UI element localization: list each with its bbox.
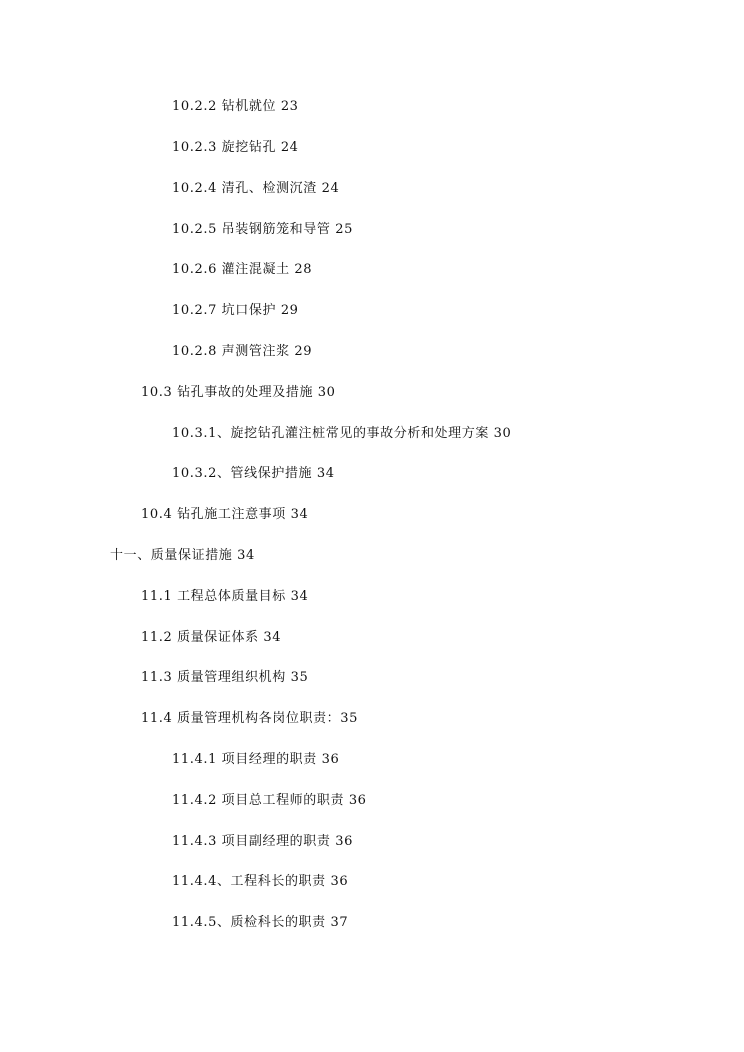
toc-entry-10-3[interactable]: 10.3 钻孔事故的处理及措施 30: [141, 385, 336, 400]
toc-entry-11-2[interactable]: 11.2 质量保证体系 34: [141, 630, 282, 645]
toc-entry-11[interactable]: 十一、质量保证措施 34: [110, 548, 255, 563]
toc-entry-11-4[interactable]: 11.4 质量管理机构各岗位职责：35: [141, 711, 359, 726]
toc-entry-11-1[interactable]: 11.1 工程总体质量目标 34: [141, 589, 309, 604]
toc-entry-10-2-6[interactable]: 10.2.6 灌注混凝土 28: [172, 262, 313, 277]
toc-entry-10-2-8[interactable]: 10.2.8 声测管注浆 29: [172, 344, 313, 359]
toc-entry-10-3-2[interactable]: 10.3.2、管线保护措施 34: [172, 466, 335, 481]
toc-entry-10-2-3[interactable]: 10.2.3 旋挖钻孔 24: [172, 140, 299, 155]
toc-entry-10-4[interactable]: 10.4 钻孔施工注意事项 34: [141, 507, 309, 522]
toc-entry-11-4-3[interactable]: 11.4.3 项目副经理的职责 36: [172, 834, 353, 849]
toc-entry-11-4-2[interactable]: 11.4.2 项目总工程师的职责 36: [172, 793, 367, 808]
toc-entry-11-4-4[interactable]: 11.4.4、工程科长的职责 36: [172, 874, 349, 889]
toc-entry-11-4-1[interactable]: 11.4.1 项目经理的职责 36: [172, 752, 340, 767]
toc-entry-11-4-5[interactable]: 11.4.5、质检科长的职责 37: [172, 915, 349, 930]
toc-entry-10-3-1[interactable]: 10.3.1、旋挖钻孔灌注桩常见的事故分析和处理方案 30: [172, 426, 512, 441]
toc-entry-11-3[interactable]: 11.3 质量管理组织机构 35: [141, 670, 309, 685]
toc-entry-10-2-2[interactable]: 10.2.2 钻机就位 23: [172, 99, 299, 114]
toc-entry-10-2-5[interactable]: 10.2.5 吊装钢筋笼和导管 25: [172, 222, 353, 237]
toc-entry-10-2-4[interactable]: 10.2.4 清孔、检测沉渣 24: [172, 181, 340, 196]
toc-entry-10-2-7[interactable]: 10.2.7 坑口保护 29: [172, 303, 299, 318]
